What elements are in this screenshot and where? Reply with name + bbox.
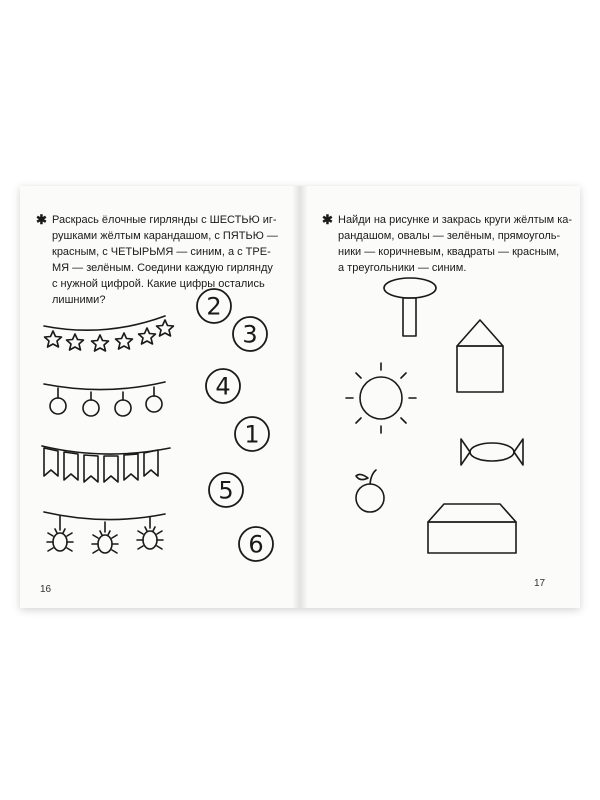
number-label: 3 — [242, 320, 258, 349]
circle-ornament — [50, 398, 66, 414]
left-task-line: с нужной цифрой. Какие цифры остались — [52, 278, 265, 290]
task-bullet-right: ✱ — [322, 212, 333, 227]
left-task-line: лишними? — [52, 294, 106, 306]
circle-ornament — [146, 396, 162, 412]
garland-string — [44, 512, 165, 520]
flag-ornament — [44, 448, 58, 476]
garland-string — [44, 382, 165, 390]
star-ornament — [45, 331, 62, 347]
apple-figure[interactable] — [356, 470, 384, 512]
circle-garland[interactable] — [44, 382, 165, 416]
number-circle-3[interactable] — [233, 317, 267, 351]
right-task-line: а треугольники — синим. — [338, 262, 467, 274]
candy-figure[interactable] — [461, 439, 523, 465]
right-task-line: рандашом, овалы — зелёным, прямоуголь- — [338, 230, 561, 242]
number-label: 4 — [215, 372, 231, 401]
star-garland[interactable] — [44, 316, 174, 351]
number-circle-5[interactable] — [209, 473, 243, 507]
number-circle-6[interactable] — [239, 527, 273, 561]
circle-ornament — [83, 400, 99, 416]
mushroom-figure[interactable] — [384, 278, 436, 336]
flag-ornament — [64, 452, 78, 480]
number-circle-4[interactable] — [206, 369, 240, 403]
flag-ornament — [144, 450, 158, 476]
garland-string — [42, 446, 170, 454]
page-number-right: 17 — [534, 578, 546, 589]
star-ornament — [116, 333, 133, 349]
bug-ornament — [47, 516, 73, 551]
right-task-line: Найди на рисунке и закрась круги жёлтым ка- — [338, 214, 573, 226]
number-label: 2 — [206, 292, 222, 321]
booklet-spread — [20, 186, 580, 608]
left-task-line: Раскрась ёлочные гирлянды с ШЕСТЬЮ иг- — [52, 214, 277, 226]
star-ornament — [139, 328, 156, 344]
circle-ornament — [115, 400, 131, 416]
bug-ornament — [137, 517, 163, 549]
right-task-line: ники — коричневым, квадраты — красным, — [338, 246, 560, 258]
bug-ornament — [92, 522, 118, 553]
number-circle-2[interactable] — [197, 289, 231, 323]
number-label: 5 — [218, 476, 234, 505]
bug-garland[interactable] — [44, 512, 165, 553]
left-task-line: красным, с ЧЕТЫРЬМЯ — синим, а с ТРЕ- — [52, 246, 271, 258]
page-number-left: 16 — [40, 584, 52, 595]
house-figure[interactable] — [457, 320, 503, 392]
number-label: 6 — [248, 530, 264, 559]
flag-ornament — [84, 455, 98, 482]
worksheet-art — [20, 186, 580, 608]
star-ornament — [157, 320, 174, 336]
star-ornament — [92, 335, 109, 351]
flag-garland[interactable] — [42, 446, 170, 482]
trapezoid-house-figure[interactable] — [428, 504, 516, 553]
star-ornament — [67, 334, 84, 350]
left-task-line: рушками жёлтым карандашом, с ПЯТЬЮ — — [52, 230, 278, 242]
sun-figure[interactable] — [346, 363, 416, 433]
task-bullet-left: ✱ — [36, 212, 47, 227]
flag-ornament — [124, 454, 138, 480]
number-label: 1 — [244, 420, 260, 449]
number-circle-1[interactable] — [235, 417, 269, 451]
left-task-line: МЯ — зелёным. Соедини каждую гирлянду — [52, 262, 273, 274]
flag-ornament — [104, 456, 118, 482]
